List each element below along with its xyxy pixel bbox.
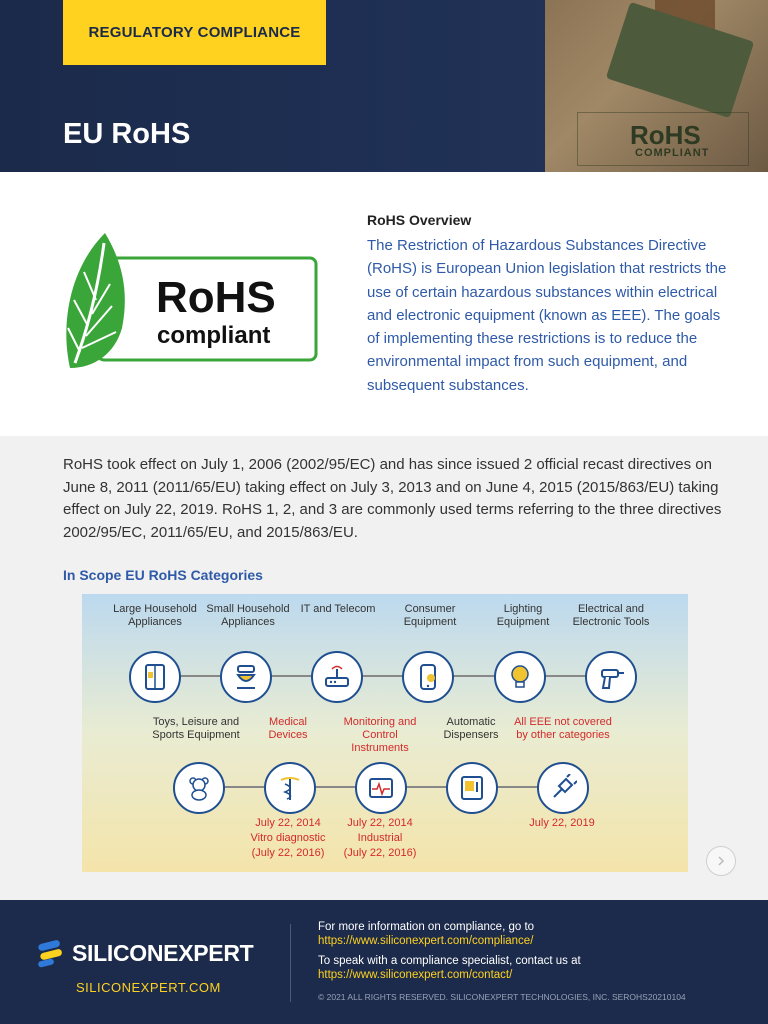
category-label-medical: Medical Devices [268, 716, 308, 741]
category-label-tools: Electrical and Electronic Tools [572, 603, 650, 628]
overview-title: RoHS Overview [367, 212, 472, 228]
teddy-bear-icon [173, 762, 225, 814]
category-label-consumer: Consumer Equipment [403, 603, 457, 628]
phone-icon [402, 651, 454, 703]
contact-link[interactable]: https://www.siliconexpert.com/contact/ [318, 969, 513, 981]
logo-main-text: RoHS [156, 273, 276, 322]
stamp-block [606, 2, 754, 118]
category-label-monitoring: Monitoring and Control Instruments [343, 716, 417, 754]
scope-title: In Scope EU RoHS Categories [63, 567, 263, 583]
rohs-compliant-logo [60, 228, 322, 378]
stamp-imprint-main: RoHS [630, 120, 701, 150]
bulb-icon [494, 651, 546, 703]
dispenser-icon [446, 762, 498, 814]
monitor-icon [355, 762, 407, 814]
medical-dates: July 22, 2014 Vitro diagnostic (July 22, 2016) [250, 817, 326, 859]
contact-text: To speak with a compliance specialist, contact us at [318, 955, 581, 967]
copyright: © 2021 ALL RIGHTS RESERVED. SILICONEXPERT TECHNOLOGIES, INC. SEROHS20210104 [318, 992, 686, 1002]
category-label-other-eee: All EEE not covered by other categories [514, 716, 612, 741]
page-title: EU RoHS [63, 118, 191, 150]
siliconexpert-logo-icon [36, 938, 66, 968]
next-page-button[interactable] [706, 846, 736, 876]
categories-diagram [82, 594, 688, 872]
plug-icon [537, 762, 589, 814]
intro-paragraph: RoHS took effect on July 1, 2006 (2002/95/EC) and has since issued 2 official recast directives on June 8, 2011 (2011/65/EU) taking effect on July 3, 2013 and on June 4, 2015 (2015/863/EU) taking effect on July 22, 2019. RoHS 1, 2, and 3 are commonly used terms referring to the three directives 2002/95/EC, 2011/65/EU, and 2015/863/EU. [63, 456, 722, 541]
drill-icon [585, 651, 637, 703]
footer-divider [290, 924, 291, 1002]
category-tag [63, 0, 326, 65]
other-eee-date: July 22, 2019 [529, 817, 595, 829]
brand-website[interactable]: SILICONEXPERT.COM [76, 980, 221, 995]
logo-sub-text: compliant [157, 322, 271, 349]
rohs-stamp-photo [545, 0, 768, 172]
category-tag-label: REGULATORY COMPLIANCE [88, 24, 301, 41]
category-label-it-telecom: IT and Telecom [300, 603, 376, 615]
fridge-icon [129, 651, 181, 703]
chevron-right-icon [715, 855, 727, 867]
caduceus-icon [264, 762, 316, 814]
category-label-small-household: Small Household Appliances [206, 603, 290, 628]
brand [36, 938, 253, 968]
brand-name: SILICONEXPERT [72, 939, 254, 966]
header-banner [0, 0, 768, 172]
router-icon [311, 651, 363, 703]
stamp-imprint-sub: COMPLIANT [635, 147, 710, 159]
monitoring-dates: July 22, 2014 Industrial (July 22, 2016) [343, 817, 417, 859]
overview-body: The Restriction of Hazardous Substances Directive (RoHS) is European Union legislation that restricts the use of certain hazardous substances within electrical and electronic equipment (known as EEE). The goals of implementing these restrictions is to reduce the environmental impact from such equipment, and subsequent substances. [367, 237, 727, 394]
category-label-toys: Toys, Leisure and Sports Equipment [152, 716, 240, 741]
compliance-link[interactable]: https://www.siliconexpert.com/compliance/ [318, 935, 534, 947]
info-text: For more information on compliance, go to [318, 921, 535, 933]
category-label-dispensers: Automatic Dispensers [443, 716, 499, 741]
category-label-large-household: Large Household Appliances [113, 603, 197, 628]
category-label-lighting: Lighting Equipment [496, 603, 550, 628]
mixer-icon [220, 651, 272, 703]
footer [0, 900, 768, 1024]
